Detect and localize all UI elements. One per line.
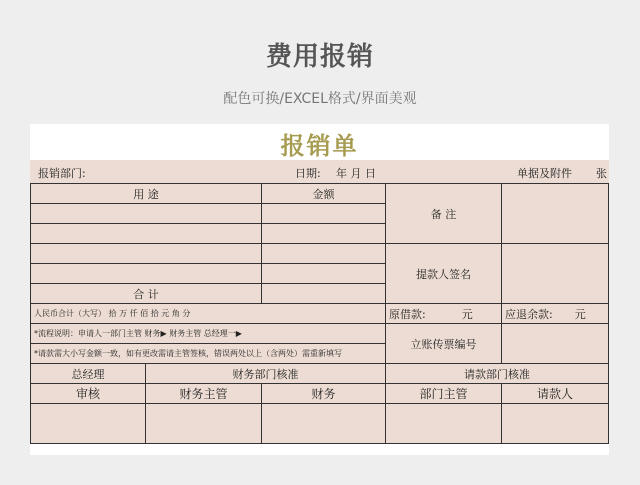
signature-label: 提款人签名 [385, 243, 502, 304]
remarks-label: 备 注 [385, 183, 502, 244]
voucher-label: 立账传票编号 [385, 323, 502, 364]
role-finance-manager: 财务主管 [145, 383, 262, 404]
expense-form [30, 124, 609, 455]
role-finance: 财务 [261, 383, 386, 404]
sign-requester[interactable] [501, 403, 609, 444]
purpose-header: 用 途 [30, 183, 262, 204]
signature-field[interactable] [501, 243, 609, 304]
voucher-field[interactable] [501, 323, 609, 364]
refund-unit: 元 [574, 307, 586, 321]
page-title: 费用报销 [265, 42, 374, 72]
original-loan-label: 原借款: [389, 307, 426, 321]
remarks-field[interactable] [501, 183, 609, 244]
amount-note: *请款需大小写金额一致，如有更改需请主管签核，错误两处以上（含两处）需重新填写 [30, 343, 386, 364]
amount-input-1[interactable] [261, 203, 386, 224]
date-units: 年 月 日 [336, 167, 376, 180]
role-review: 审核 [30, 383, 146, 404]
amount-input-3[interactable] [261, 243, 386, 264]
total-label: 合 计 [30, 283, 262, 304]
sign-finance-manager[interactable] [145, 403, 262, 444]
refund-field[interactable] [501, 303, 609, 324]
page-subtitle: 配色可换/EXCEL格式/界面美观 [223, 91, 417, 107]
department-label: 报销部门: [38, 167, 86, 180]
approval-group-requesting-dept: 请款部门核准 [385, 363, 609, 384]
form-title: 报销单 [280, 132, 359, 160]
date-label: 日期: [295, 167, 321, 180]
purpose-input-2[interactable] [30, 223, 262, 244]
approval-group-finance: 财务部门核准 [145, 363, 386, 384]
rmb-total-uppercase: 人民币合计（大写） 拾 万 仟 佰 拾 元 角 分 [30, 303, 386, 324]
sign-review[interactable] [30, 403, 146, 444]
original-loan-field[interactable] [385, 303, 502, 324]
sign-finance[interactable] [261, 403, 386, 444]
amount-input-4[interactable] [261, 263, 386, 284]
original-loan-unit: 元 [461, 307, 473, 321]
purpose-input-1[interactable] [30, 203, 262, 224]
attachments-label: 单据及附件 [517, 167, 572, 180]
purpose-input-4[interactable] [30, 263, 262, 284]
attachments-unit: 张 [596, 167, 607, 180]
sign-dept-manager[interactable] [385, 403, 502, 444]
form-header [30, 160, 609, 183]
total-amount-field[interactable] [261, 283, 386, 304]
role-requester: 请款人 [501, 383, 609, 404]
role-dept-manager: 部门主管 [385, 383, 502, 404]
purpose-input-3[interactable] [30, 243, 262, 264]
amount-header: 金额 [261, 183, 386, 204]
amount-input-2[interactable] [261, 223, 386, 244]
approval-group-gm: 总经理 [30, 363, 146, 384]
refund-label: 应退余款: [505, 307, 553, 321]
process-note: *流程说明：申请人一部门主管 财务▶ 财务主管 总经理一▶ [30, 323, 386, 344]
